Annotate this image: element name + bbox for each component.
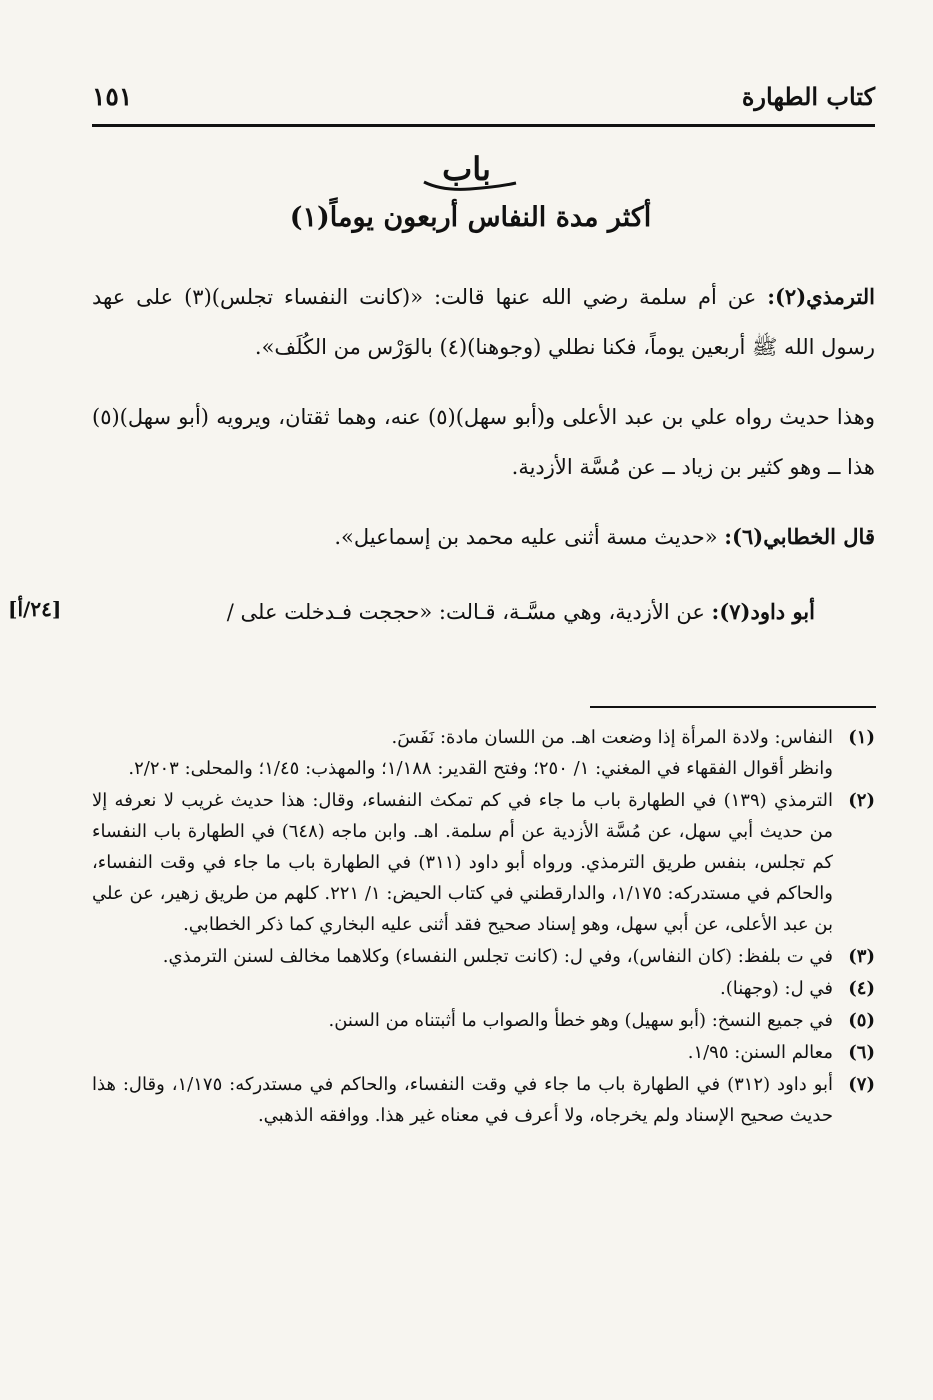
footnote-text [92,1037,833,1068]
source-name: الترمذي(٢): [767,284,875,309]
footnote-text [92,1005,833,1036]
footnote-number: (٤) [848,978,875,999]
footnote [92,1037,875,1068]
footnote-line: في ل: (وجهنا). [720,978,833,999]
footnote-line: معالم السنن: ١/٩٥. [687,1042,833,1063]
footnote-line: في ت بلفظ: (كان النفاس)، وفي ل: (كانت تجلس النفساء) وكلاهما مخالف لسنن الترمذي. [162,946,833,967]
running-title: كتاب الطهارة [741,82,875,111]
footnote [92,941,875,972]
footnote-number: (٢) [848,790,875,811]
paragraph-tirmidhi [92,272,875,372]
footnote-line: النفاس: ولادة المرأة إذا وضعت اهـ. من اللسان مادة: نَفَسَ. [391,727,833,748]
footnote-text [92,722,833,784]
footnote-number: (٦) [848,1042,875,1063]
footnote-number: (٣) [848,946,875,967]
footnote-number: (٥) [848,1010,875,1031]
footnote [92,1005,875,1036]
paragraph-abu-dawud [92,587,815,637]
paragraph-text: وهذا حديث رواه علي بن عبد الأعلى و(أبو سهل)(٥) عنه، وهما ثقتان، ويرويه (أبو سهل)(٥) هذا ــ وهو كثير بن زياد ــ عن مُسَّة الأزدية. [92,405,875,479]
footnote [92,1069,875,1131]
footnote-line: وانظر أقوال الفقهاء في المغني: ١/ ٢٥٠؛ وفتح القدير: ١/١٨٨؛ والمهذب: ١/٤٥؛ والمحلى: ٢/٢٠٣. [128,758,833,779]
source-name: أبو داود(٧): [711,599,815,624]
footnote-text [92,941,833,972]
footnotes [92,722,875,1132]
footnote-text [92,1069,833,1131]
footnote-rule [590,706,876,708]
manuscript-folio-mark: [٢٤/أ] [8,597,62,621]
paragraph-text: «حديث مسة أثنى عليه محمد بن إسماعيل». [334,525,725,549]
paragraph-commentary [92,392,875,492]
paragraph-khattabi [92,512,875,562]
footnote [92,722,875,784]
footnote-line: أبو داود (٣١٢) في الطهارة باب ما جاء في وقت النفساء، والحاكم في مستدركه: ١/١٧٥، وقال: هذا حديث صحيح الإسناد ولم يخرجاه، ولا أعرف في معناه غير هذا. ووافقه الذهبي. [92,1074,833,1126]
footnote-text [92,785,833,940]
chapter-title: أكثر مدة النفاس أربعون يوماً(١) [289,202,652,233]
chapter-word: باب [442,150,491,188]
footnote-line: في جميع النسخ: (أبو سهيل) وهو خطأ والصواب ما أثبتناه من السنن. [328,1010,833,1031]
paragraph-text: عن أم سلمة رضي الله عنها قالت: «(كانت النفساء تجلس)(٣) على عهد رسول الله ﷺ أربعين يوماً، فكنا نطلي (وجوهنا)(٤) بالوَرْس من الكُلَف». [92,285,875,359]
footnote-line: الترمذي (١٣٩) في الطهارة باب ما جاء في كم تمكث النفساء، وقال: هذا حديث غريب لا نعرفه إلا من حديث أبي سهل، عن مُسَّة الأزدية عن أم سلمة. اهـ. وابن ماجه (٦٤٨) في الطهارة باب النفساء كم تجلس، بنفس طريق الترمذي. ورواه أبو داود (٣١١) في الطهارة باب ما جاء في وقت النفساء، والحاكم في مستدركه: ١/١٧٥، والدارقطني في كتاب الحيض: ١/ ٢٢١. كلهم من طريق زهير، عن علي بن عبد الأعلى، عن أبي سهل، وهو إسناد صحيح فقد أثنى عليه البخاري كما ذكر الخطابي. [92,790,833,935]
header-rule [92,124,875,127]
footnote-text [92,973,833,1004]
running-header [92,82,875,122]
paragraph-text: عن الأزدية، وهي مسَّـة، قـالت: «حججت فـدخلت على / [226,600,712,624]
page-number: ١٥١ [92,82,133,111]
footnote [92,973,875,1004]
footnote-number: (٧) [848,1074,875,1095]
footnote-number: (١) [848,727,875,748]
source-name: قال الخطابي(٦): [724,524,875,549]
footnote [92,785,875,940]
chapter-swash-ornament [422,180,518,192]
